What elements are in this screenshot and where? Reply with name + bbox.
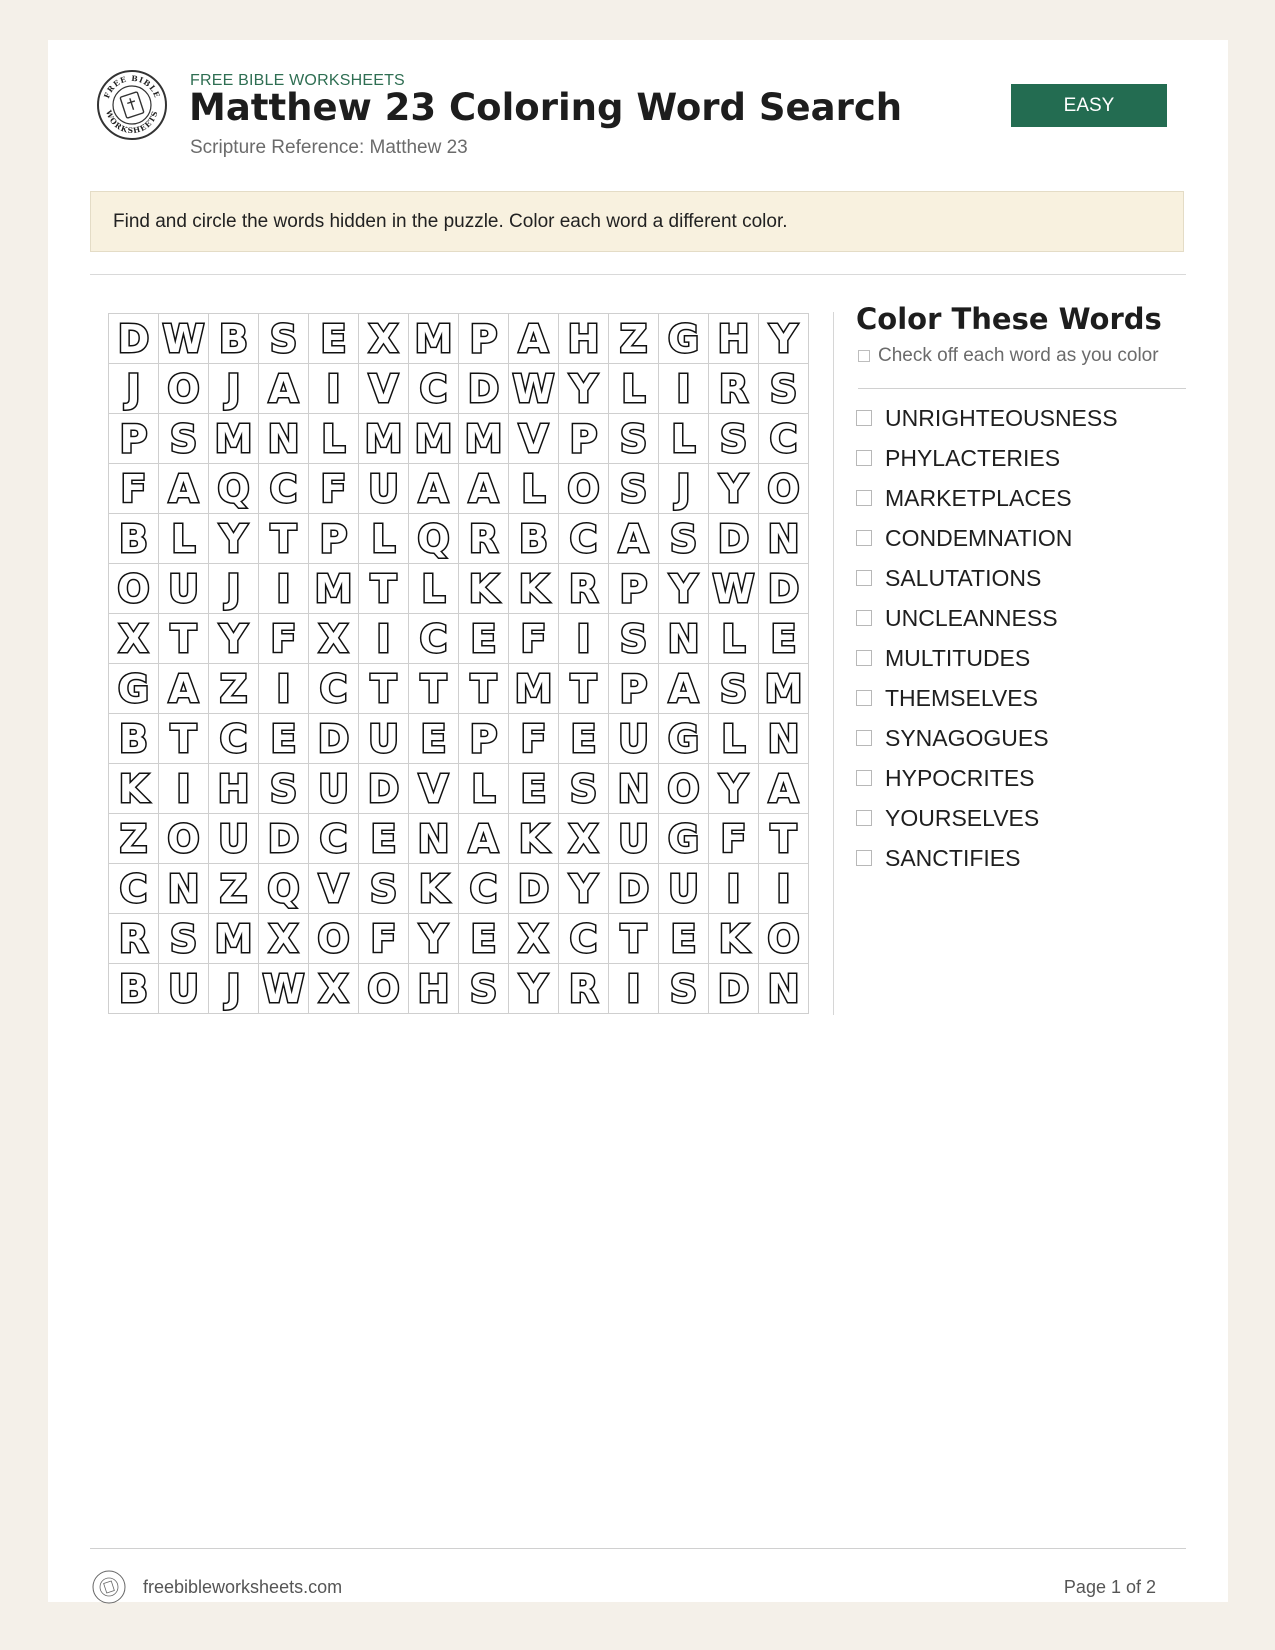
word-checkbox[interactable] — [856, 410, 872, 426]
grid-cell[interactable]: R — [559, 564, 609, 614]
word-list-item[interactable] — [856, 478, 1118, 518]
grid-cell[interactable]: L — [409, 564, 459, 614]
grid-cell[interactable]: D — [709, 964, 759, 1014]
grid-cell[interactable]: O — [759, 464, 809, 514]
grid-cell[interactable]: J — [209, 564, 259, 614]
grid-cell[interactable]: T — [409, 664, 459, 714]
grid-cell[interactable]: M — [759, 664, 809, 714]
word-checkbox[interactable] — [856, 730, 872, 746]
word-checkbox[interactable] — [856, 570, 872, 586]
grid-cell[interactable]: T — [559, 664, 609, 714]
grid-cell[interactable]: Z — [609, 314, 659, 364]
grid-cell[interactable]: A — [609, 514, 659, 564]
grid-cell[interactable]: Q — [259, 864, 309, 914]
grid-cell[interactable]: B — [109, 714, 159, 764]
svg-text:FREE BIBLE: FREE BIBLE — [102, 73, 162, 100]
grid-cell[interactable]: S — [709, 414, 759, 464]
grid-cell[interactable]: G — [109, 664, 159, 714]
grid-cell[interactable]: W — [259, 964, 309, 1014]
grid-cell[interactable]: D — [359, 764, 409, 814]
word-list-subtitle — [858, 345, 1159, 367]
footer-logo-icon — [92, 1570, 126, 1604]
grid-cell[interactable]: G — [659, 714, 709, 764]
word-list-item[interactable] — [856, 758, 1118, 798]
word-list-item[interactable] — [856, 518, 1118, 558]
grid-cell[interactable]: F — [709, 814, 759, 864]
word-checkbox[interactable] — [856, 450, 872, 466]
grid-cell[interactable]: T — [159, 714, 209, 764]
grid-cell[interactable]: P — [559, 414, 609, 464]
grid-cell[interactable]: V — [359, 364, 409, 414]
grid-cell[interactable]: M — [309, 564, 359, 614]
grid-cell[interactable]: S — [609, 414, 659, 464]
grid-cell[interactable]: P — [459, 714, 509, 764]
grid-cell[interactable]: A — [759, 764, 809, 814]
grid-cell[interactable]: S — [259, 764, 309, 814]
word-list-item[interactable] — [856, 638, 1118, 678]
grid-cell[interactable]: Y — [709, 764, 759, 814]
grid-cell[interactable]: L — [309, 414, 359, 464]
grid-cell[interactable]: C — [109, 864, 159, 914]
word-checkbox[interactable] — [856, 530, 872, 546]
grid-cell[interactable]: S — [609, 614, 659, 664]
grid-cell[interactable]: O — [159, 364, 209, 414]
grid-cell[interactable]: J — [659, 464, 709, 514]
grid-cell[interactable]: H — [409, 964, 459, 1014]
grid-cell[interactable]: B — [109, 964, 159, 1014]
grid-cell[interactable]: S — [459, 964, 509, 1014]
page-number: Page 1 of 2 — [1063, 1577, 1156, 1597]
grid-cell[interactable]: V — [409, 764, 459, 814]
grid-cell[interactable]: S — [159, 914, 209, 964]
grid-cell[interactable]: X — [309, 614, 359, 664]
header-divider — [90, 274, 1186, 275]
word-label: SALUTATIONS — [885, 564, 1042, 591]
grid-cell[interactable]: A — [459, 814, 509, 864]
grid-cell[interactable]: T — [609, 914, 659, 964]
grid-cell[interactable]: S — [659, 514, 709, 564]
grid-cell[interactable]: Z — [109, 814, 159, 864]
grid-cell[interactable]: A — [409, 464, 459, 514]
grid-cell[interactable]: E — [459, 914, 509, 964]
grid-cell[interactable]: O — [659, 764, 709, 814]
grid-cell[interactable]: U — [159, 964, 209, 1014]
grid-cell[interactable]: A — [159, 464, 209, 514]
grid-cell[interactable]: X — [109, 614, 159, 664]
grid-cell[interactable]: U — [359, 714, 409, 764]
grid-cell[interactable]: T — [259, 514, 309, 564]
grid-cell[interactable]: C — [259, 464, 309, 514]
word-label: THEMSELVES — [885, 684, 1038, 711]
brand-name: FREE BIBLE WORKSHEETS — [190, 72, 405, 89]
grid-cell[interactable]: W — [159, 314, 209, 364]
grid-cell[interactable]: O — [159, 814, 209, 864]
grid-cell[interactable]: H — [559, 314, 609, 364]
grid-cell[interactable]: E — [359, 814, 409, 864]
grid-cell[interactable]: E — [259, 714, 309, 764]
word-list-item[interactable] — [856, 398, 1118, 438]
grid-cell[interactable]: N — [409, 814, 459, 864]
grid-cell[interactable]: Y — [559, 364, 609, 414]
grid-cell[interactable]: Y — [709, 464, 759, 514]
grid-cell[interactable]: F — [359, 914, 409, 964]
word-label: PHYLACTERIES — [885, 444, 1061, 471]
word-list-item[interactable] — [856, 438, 1118, 478]
grid-cell[interactable]: K — [109, 764, 159, 814]
column-divider — [833, 312, 834, 1015]
grid-cell[interactable]: C — [459, 864, 509, 914]
grid-cell[interactable]: G — [659, 314, 709, 364]
grid-cell[interactable]: Y — [659, 564, 709, 614]
grid-cell[interactable]: L — [709, 614, 759, 664]
grid-cell[interactable]: Y — [209, 614, 259, 664]
grid-cell[interactable]: L — [459, 764, 509, 814]
grid-cell[interactable]: E — [309, 314, 359, 364]
grid-cell[interactable]: E — [559, 714, 609, 764]
grid-cell[interactable]: U — [359, 464, 409, 514]
instructions-box — [90, 191, 1184, 252]
grid-cell[interactable]: X — [309, 964, 359, 1014]
grid-cell[interactable]: R — [709, 364, 759, 414]
grid-cell[interactable]: L — [659, 414, 709, 464]
grid-cell[interactable]: I — [559, 614, 609, 664]
grid-cell[interactable]: E — [659, 914, 709, 964]
grid-cell[interactable]: M — [209, 414, 259, 464]
grid-cell[interactable]: E — [409, 714, 459, 764]
grid-cell[interactable]: K — [509, 564, 559, 614]
grid-cell[interactable]: F — [509, 614, 559, 664]
grid-cell[interactable]: Q — [209, 464, 259, 514]
word-checkbox[interactable] — [856, 770, 872, 786]
grid-cell[interactable]: Y — [559, 864, 609, 914]
grid-cell[interactable]: T — [459, 664, 509, 714]
grid-cell[interactable]: K — [509, 814, 559, 864]
word-label: YOURSELVES — [885, 804, 1040, 831]
word-list-item[interactable] — [856, 718, 1118, 758]
grid-cell[interactable]: Y — [209, 514, 259, 564]
grid-cell[interactable]: P — [109, 414, 159, 464]
word-checkbox[interactable] — [856, 850, 872, 866]
word-label: SYNAGOGUES — [885, 724, 1049, 751]
grid-cell[interactable]: S — [609, 464, 659, 514]
grid-cell[interactable]: D — [709, 514, 759, 564]
grid-cell[interactable]: N — [609, 764, 659, 814]
grid-cell[interactable]: N — [759, 964, 809, 1014]
logo-icon — [96, 69, 168, 141]
grid-cell[interactable]: S — [359, 864, 409, 914]
word-label: CONDEMNATION — [885, 524, 1073, 551]
grid-cell[interactable]: E — [759, 614, 809, 664]
grid-cell[interactable]: K — [409, 864, 459, 914]
word-list-item[interactable] — [856, 598, 1118, 638]
grid-cell[interactable]: O — [109, 564, 159, 614]
grid-cell[interactable]: R — [559, 964, 609, 1014]
svg-text:WORKSHEETS: WORKSHEETS — [104, 108, 160, 136]
grid-cell[interactable]: T — [759, 814, 809, 864]
grid-cell[interactable]: K — [709, 914, 759, 964]
grid-cell[interactable]: U — [659, 864, 709, 914]
grid-cell[interactable]: Z — [209, 664, 259, 714]
word-checkbox[interactable] — [856, 690, 872, 706]
scripture-reference: Scripture Reference: Matthew 23 — [190, 137, 468, 158]
word-list-item[interactable] — [856, 838, 1118, 878]
grid-cell[interactable]: I — [659, 364, 709, 414]
grid-cell[interactable]: F — [109, 464, 159, 514]
grid-cell[interactable]: T — [359, 664, 409, 714]
word-list-title: Color These Words — [856, 302, 1162, 336]
grid-cell[interactable]: C — [559, 514, 609, 564]
grid-cell[interactable]: I — [259, 564, 309, 614]
grid-cell[interactable]: R — [459, 514, 509, 564]
grid-cell[interactable]: N — [759, 714, 809, 764]
grid-cell[interactable]: D — [309, 714, 359, 764]
grid-cell[interactable]: G — [659, 814, 709, 864]
grid-cell[interactable]: N — [759, 514, 809, 564]
grid-cell[interactable]: M — [359, 414, 409, 464]
grid-cell[interactable]: J — [209, 964, 259, 1014]
grid-cell[interactable]: L — [509, 464, 559, 514]
grid-cell[interactable]: P — [459, 314, 509, 364]
grid-cell[interactable]: F — [309, 464, 359, 514]
word-label: MARKETPLACES — [885, 484, 1072, 511]
grid-cell[interactable]: O — [559, 464, 609, 514]
grid-cell[interactable]: N — [259, 414, 309, 464]
grid-cell[interactable]: C — [409, 364, 459, 414]
grid-cell[interactable]: S — [659, 964, 709, 1014]
grid-cell[interactable]: X — [509, 914, 559, 964]
grid-cell[interactable]: U — [309, 764, 359, 814]
word-label: UNCLEANNESS — [885, 604, 1058, 631]
grid-cell[interactable]: Z — [209, 864, 259, 914]
grid-cell[interactable]: M — [409, 414, 459, 464]
word-checkbox[interactable] — [856, 810, 872, 826]
worksheet-page — [48, 40, 1228, 1602]
grid-cell[interactable]: D — [109, 314, 159, 364]
grid-cell[interactable]: N — [659, 614, 709, 664]
grid-cell[interactable]: P — [609, 664, 659, 714]
instructions-text: Find and circle the words hidden in the puzzle. Color each word a different color. — [113, 210, 788, 232]
grid-cell[interactable]: S — [559, 764, 609, 814]
grid-cell[interactable]: M — [409, 314, 459, 364]
grid-cell[interactable]: I — [359, 614, 409, 664]
grid-cell[interactable]: H — [709, 314, 759, 364]
footer-divider — [90, 1548, 1186, 1549]
grid-cell[interactable]: I — [709, 864, 759, 914]
grid-cell[interactable]: B — [209, 314, 259, 364]
word-list-item[interactable] — [856, 678, 1118, 718]
grid-cell[interactable]: A — [259, 364, 309, 414]
grid-cell[interactable]: C — [309, 664, 359, 714]
grid-cell[interactable]: L — [709, 714, 759, 764]
grid-cell[interactable]: A — [659, 664, 709, 714]
difficulty-badge: EASY — [1011, 84, 1167, 127]
grid-cell[interactable]: M — [209, 914, 259, 964]
grid-cell[interactable]: F — [259, 614, 309, 664]
grid-cell[interactable]: J — [209, 364, 259, 414]
page-title: Matthew 23 Coloring Word Search — [189, 86, 903, 129]
grid-cell[interactable]: D — [509, 864, 559, 914]
grid-cell[interactable]: C — [759, 414, 809, 464]
grid-cell[interactable]: I — [259, 664, 309, 714]
grid-cell[interactable]: D — [459, 364, 509, 414]
grid-cell[interactable]: V — [309, 864, 359, 914]
grid-cell[interactable]: N — [159, 864, 209, 914]
grid-cell[interactable]: V — [509, 414, 559, 464]
grid-cell[interactable]: B — [109, 514, 159, 564]
word-label: SANCTIFIES — [885, 844, 1021, 871]
grid-cell[interactable]: Q — [409, 514, 459, 564]
grid-cell[interactable]: M — [509, 664, 559, 714]
grid-cell[interactable]: E — [459, 614, 509, 664]
grid-cell[interactable]: D — [259, 814, 309, 864]
grid-cell[interactable]: R — [109, 914, 159, 964]
word-checkbox[interactable] — [856, 610, 872, 626]
grid-cell[interactable]: K — [459, 564, 509, 614]
grid-cell[interactable]: Y — [509, 964, 559, 1014]
grid-cell[interactable]: A — [509, 314, 559, 364]
grid-cell[interactable]: I — [759, 864, 809, 914]
grid-cell[interactable]: T — [159, 614, 209, 664]
grid-cell[interactable]: P — [309, 514, 359, 564]
word-list-item[interactable] — [856, 558, 1118, 598]
grid-cell[interactable]: X — [259, 914, 309, 964]
grid-cell[interactable]: A — [159, 664, 209, 714]
grid-cell[interactable]: A — [459, 464, 509, 514]
grid-cell[interactable]: C — [309, 814, 359, 864]
word-label: MULTITUDES — [885, 644, 1031, 671]
grid-cell[interactable]: I — [609, 964, 659, 1014]
grid-cell[interactable]: O — [759, 914, 809, 964]
grid-cell[interactable]: C — [559, 914, 609, 964]
grid-cell[interactable]: W — [709, 564, 759, 614]
grid-cell[interactable]: X — [559, 814, 609, 864]
word-checkbox[interactable] — [856, 490, 872, 506]
word-search-grid — [108, 313, 809, 1014]
word-list — [856, 398, 1118, 878]
grid-cell[interactable]: P — [609, 564, 659, 614]
grid-cell[interactable]: W — [509, 364, 559, 414]
grid-cell[interactable]: U — [609, 814, 659, 864]
grid-cell[interactable]: Y — [759, 314, 809, 364]
footer-website: freebibleworksheets.com — [143, 1577, 343, 1597]
word-label: UNRIGHTEOUSNESS — [885, 404, 1118, 431]
checkbox-icon — [858, 350, 870, 362]
grid-cell[interactable]: U — [609, 714, 659, 764]
grid-cell[interactable]: U — [159, 564, 209, 614]
grid-cell[interactable]: C — [409, 614, 459, 664]
grid-cell[interactable]: I — [159, 764, 209, 814]
word-list-divider — [858, 388, 1186, 389]
grid-cell[interactable]: T — [359, 564, 409, 614]
word-list-subtitle-text: Check off each word as you color — [878, 345, 1159, 366]
grid-cell[interactable]: U — [209, 814, 259, 864]
grid-cell[interactable]: F — [509, 714, 559, 764]
grid-cell[interactable]: O — [309, 914, 359, 964]
grid-cell[interactable]: L — [159, 514, 209, 564]
grid-cell[interactable]: S — [759, 364, 809, 414]
word-checkbox[interactable] — [856, 650, 872, 666]
grid-cell[interactable]: J — [109, 364, 159, 414]
grid-cell[interactable]: L — [359, 514, 409, 564]
grid-cell[interactable]: Y — [409, 914, 459, 964]
grid-cell[interactable]: E — [509, 764, 559, 814]
grid-cell[interactable]: O — [359, 964, 409, 1014]
grid-cell[interactable]: D — [759, 564, 809, 614]
grid-cell[interactable]: C — [209, 714, 259, 764]
grid-cell[interactable]: S — [159, 414, 209, 464]
grid-cell[interactable]: X — [359, 314, 409, 364]
grid-cell[interactable]: H — [209, 764, 259, 814]
word-label: HYPOCRITES — [885, 764, 1035, 791]
grid-cell[interactable]: M — [459, 414, 509, 464]
grid-cell[interactable]: I — [309, 364, 359, 414]
grid-cell[interactable]: D — [609, 864, 659, 914]
grid-cell[interactable]: L — [609, 364, 659, 414]
grid-cell[interactable]: S — [709, 664, 759, 714]
grid-cell[interactable]: B — [509, 514, 559, 564]
word-list-item[interactable] — [856, 798, 1118, 838]
grid-cell[interactable]: S — [259, 314, 309, 364]
